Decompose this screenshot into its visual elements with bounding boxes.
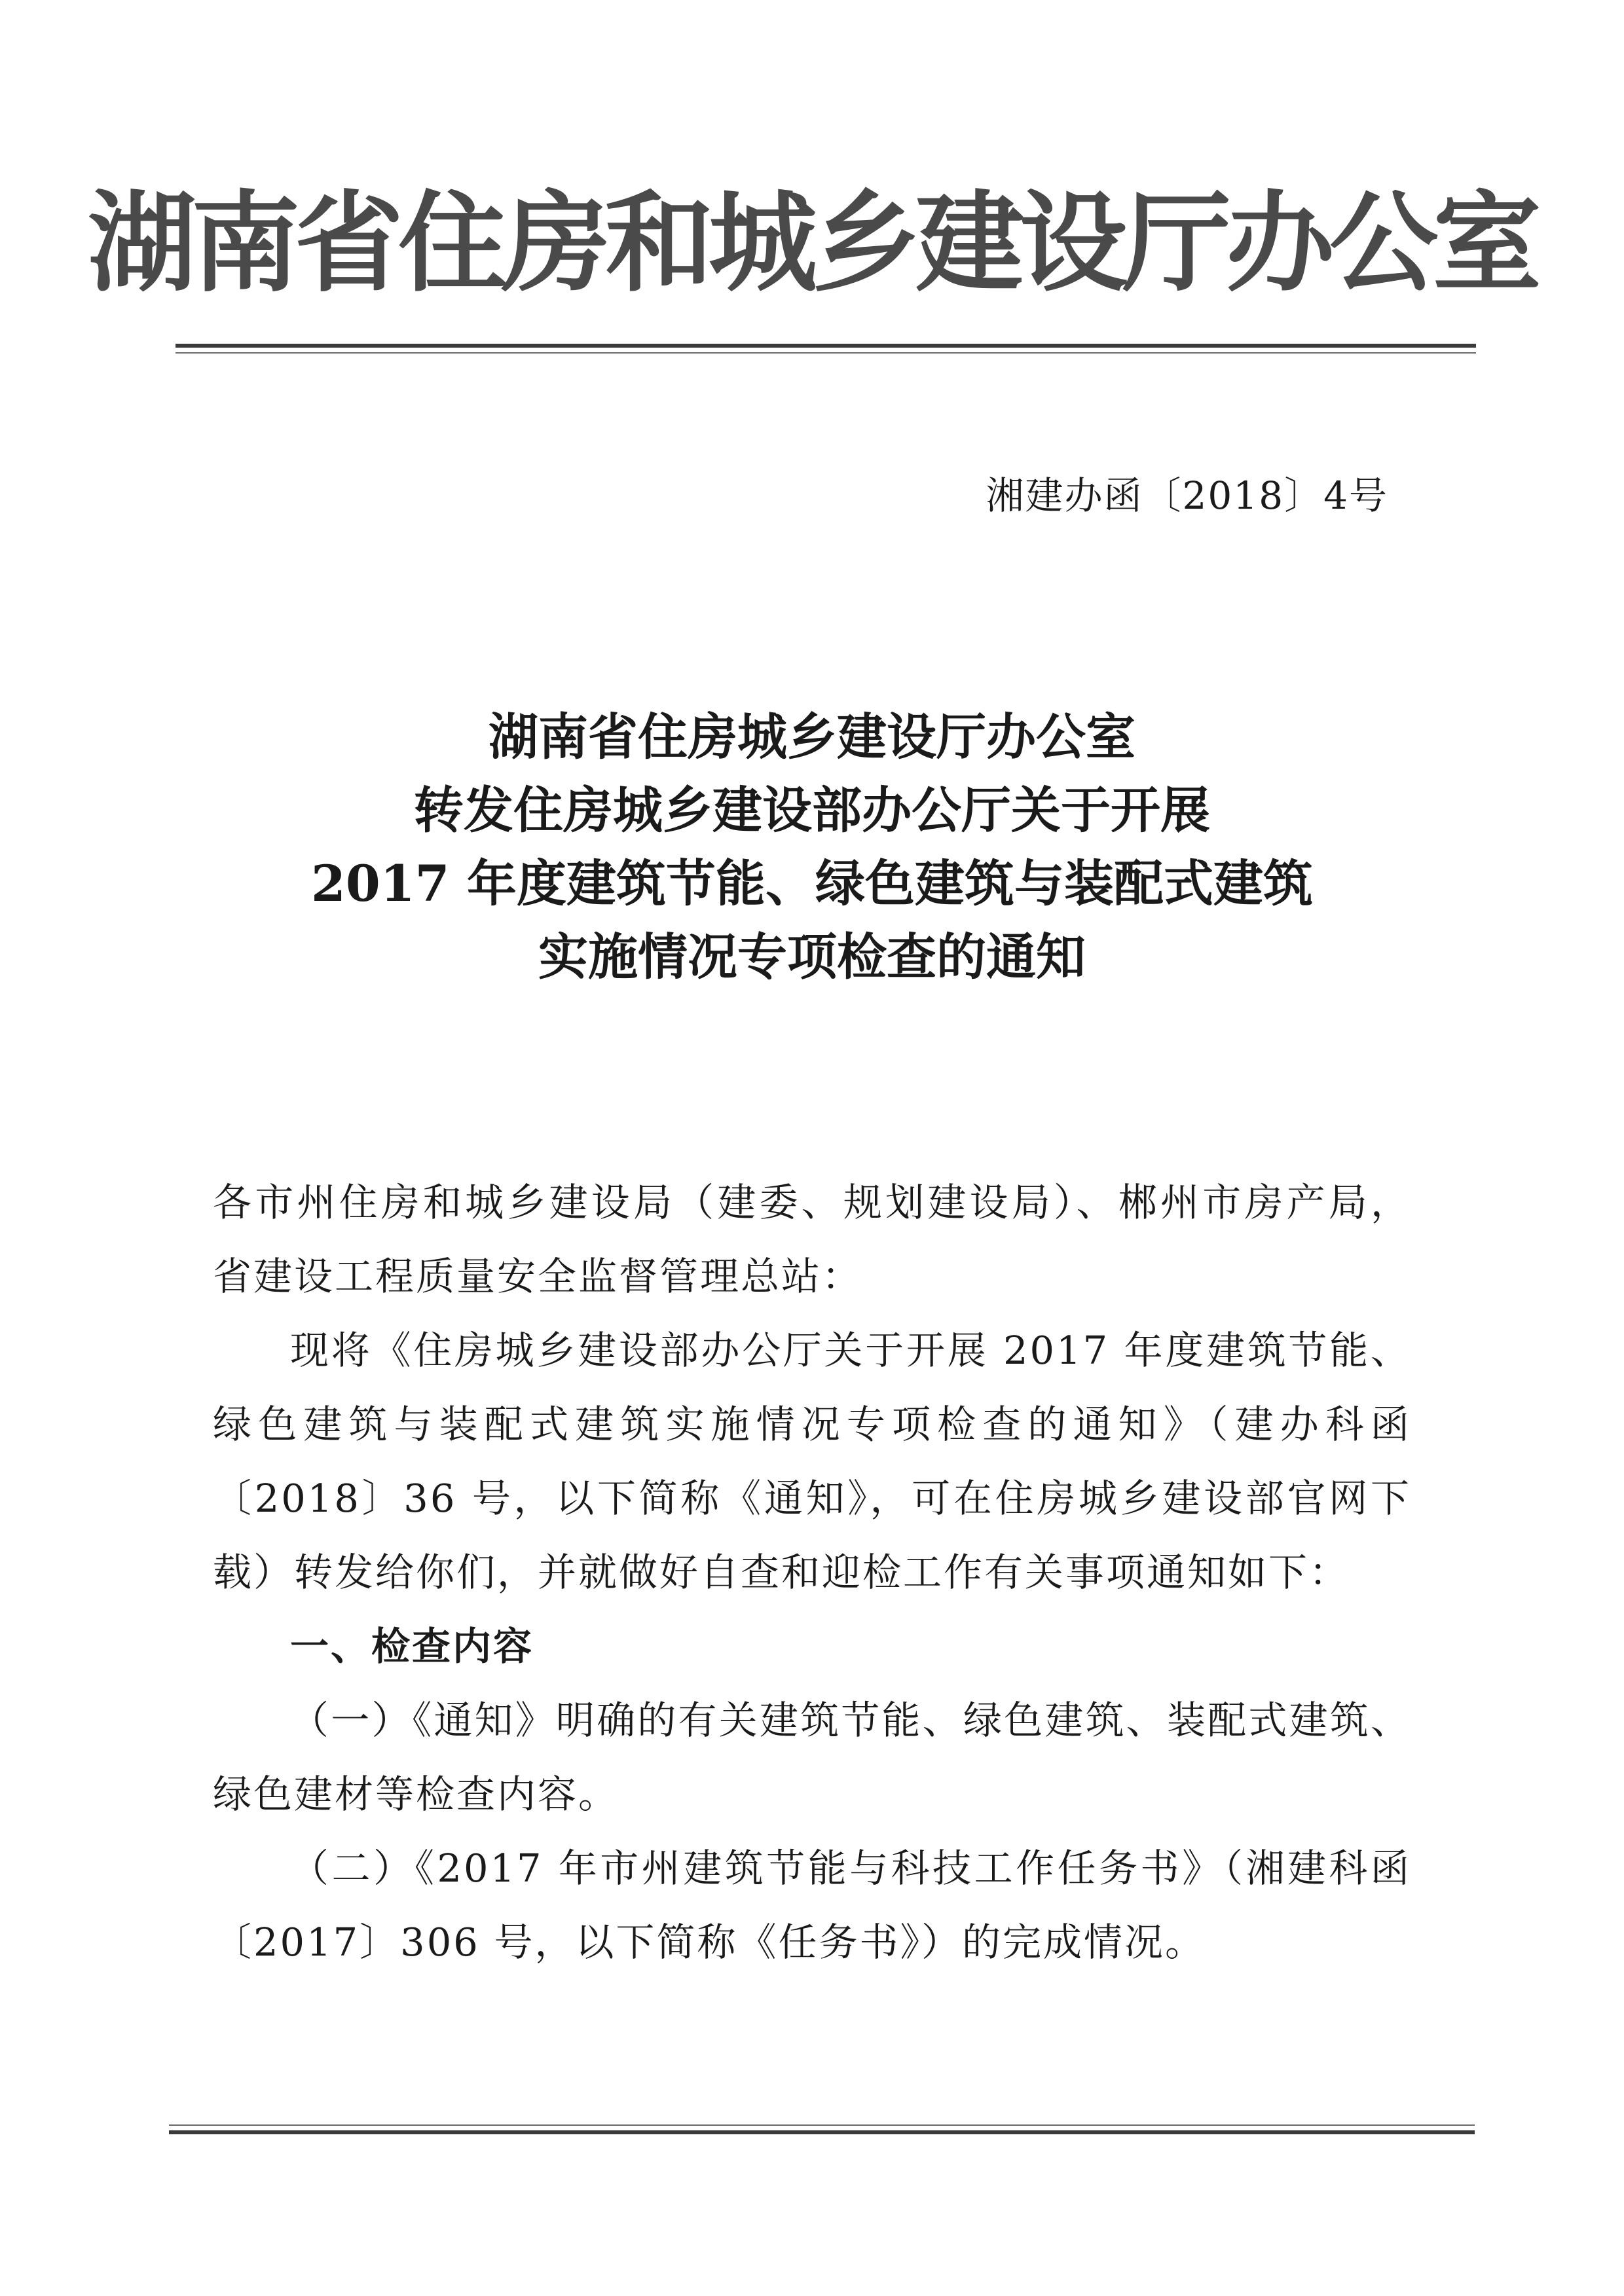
title-line-2: 转发住房城乡建设部办公厅关于开展 — [414, 781, 1210, 839]
document-body — [213, 1165, 1411, 1979]
title-line-1: 湖南省住房城乡建设厅办公室 — [489, 708, 1135, 766]
section-heading: 一、检查内容 — [290, 1624, 534, 1669]
list-item-2: （二）《2017 年市州建筑节能与科技工作任务书》（湘建科函〔2017〕306 号，以下简称《任务书》）的完成情况。 — [213, 1846, 1411, 1965]
letterhead-divider-thin — [175, 352, 1476, 354]
footer-divider-thin — [169, 2124, 1475, 2126]
letterhead-divider — [175, 344, 1476, 348]
addressee-paragraph: 各市州住房和城乡建设局（建委、规划建设局）、郴州市房产局，省建设工程质量安全监督管理总站： — [213, 1180, 1411, 1299]
title-line-4: 实施情况专项检查的通知 — [538, 928, 1086, 986]
footer-divider — [169, 2130, 1475, 2134]
intro-paragraph: 现将《住房城乡建设部办公厅关于开展 2017 年度建筑节能、绿色建筑与装配式建筑实施情况专项检查的通知》（建办科函〔2018〕36 号，以下简称《通知》，可在住房城乡建设部官网下载）转发给你们，并就做好自查和迎检工作有关事项通知如下： — [213, 1328, 1411, 1595]
list-item-1: （一）《通知》明确的有关建筑节能、绿色建筑、装配式建筑、绿色建材等检查内容。 — [213, 1698, 1411, 1817]
document-number: 湘建办函〔2018〕4号 — [986, 473, 1388, 518]
title-line-3: 2017 年度建筑节能、绿色建筑与装配式建筑 — [311, 854, 1313, 913]
letterhead-org-name: 湖南省住房和城乡建设厅办公室 — [88, 181, 1536, 307]
document-title — [0, 701, 1624, 994]
